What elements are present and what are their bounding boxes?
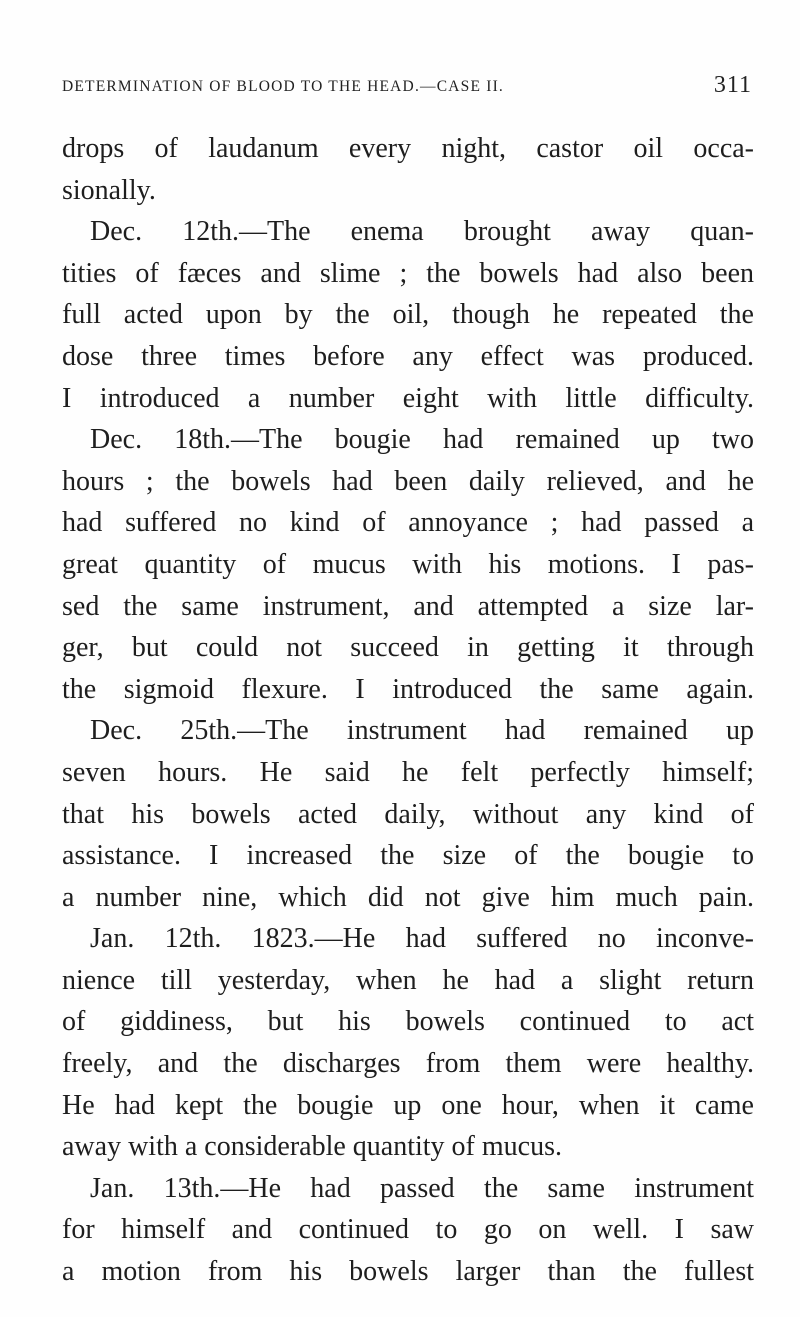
text-line: of giddiness, but his bowels continued to act — [62, 1006, 754, 1038]
text-line: ger, but could not succeed in getting it through — [62, 632, 754, 664]
text-line: the sigmoid flexure. I introduced the same again. — [62, 673, 754, 705]
text-line: sionally. — [62, 174, 156, 206]
text-line: away with a considerable quantity of mucus. — [62, 1131, 562, 1163]
text-line: hours ; the bowels had been daily relieved, and he — [62, 465, 754, 497]
page-number: 311 — [713, 72, 752, 98]
text-line: that his bowels acted daily, without any kind of — [62, 798, 754, 830]
body-text — [62, 128, 754, 1293]
text-line: tities of fæces and slime ; the bowels had also been — [62, 257, 754, 289]
text-line: seven hours. He said he felt perfectly himself; — [62, 756, 754, 788]
text-line: Dec. 12th.—The enema brought away quan- — [90, 216, 754, 248]
text-line: He had kept the bougie up one hour, when it came — [62, 1089, 754, 1121]
text-line: a number nine, which did not give him much pain. — [62, 881, 754, 913]
text-line: drops of laudanum every night, castor oil occa- — [62, 133, 754, 164]
text-line: Jan. 12th. 1823.—He had suffered no inconve- — [90, 923, 754, 955]
text-line: had suffered no kind of annoyance ; had passed a — [62, 507, 754, 539]
text-line: full acted upon by the oil, though he repeated the — [62, 299, 754, 331]
running-title: DETERMINATION OF BLOOD TO THE HEAD.—CASE II. — [62, 78, 505, 95]
text-line: nience till yesterday, when he had a slight return — [62, 964, 754, 996]
text-line: assistance. I increased the size of the bougie to — [62, 840, 754, 872]
text-line: a motion from his bowels larger than the fullest — [62, 1256, 754, 1288]
running-head — [62, 72, 752, 102]
text-line: for himself and continued to go on well. I saw — [62, 1214, 754, 1246]
text-line: sed the same instrument, and attempted a size lar- — [62, 590, 754, 622]
text-line: I introduced a number eight with little difficulty. — [62, 382, 754, 414]
text-line: Dec. 18th.—The bougie had remained up two — [90, 424, 754, 456]
text-line: Jan. 13th.—He had passed the same instrument — [90, 1172, 754, 1204]
text-line: Dec. 25th.—The instrument had remained up — [90, 715, 754, 747]
text-line: great quantity of mucus with his motions. I pas- — [62, 548, 754, 580]
text-line: dose three times before any effect was produced. — [62, 340, 754, 372]
text-line: freely, and the discharges from them were healthy. — [62, 1048, 754, 1080]
